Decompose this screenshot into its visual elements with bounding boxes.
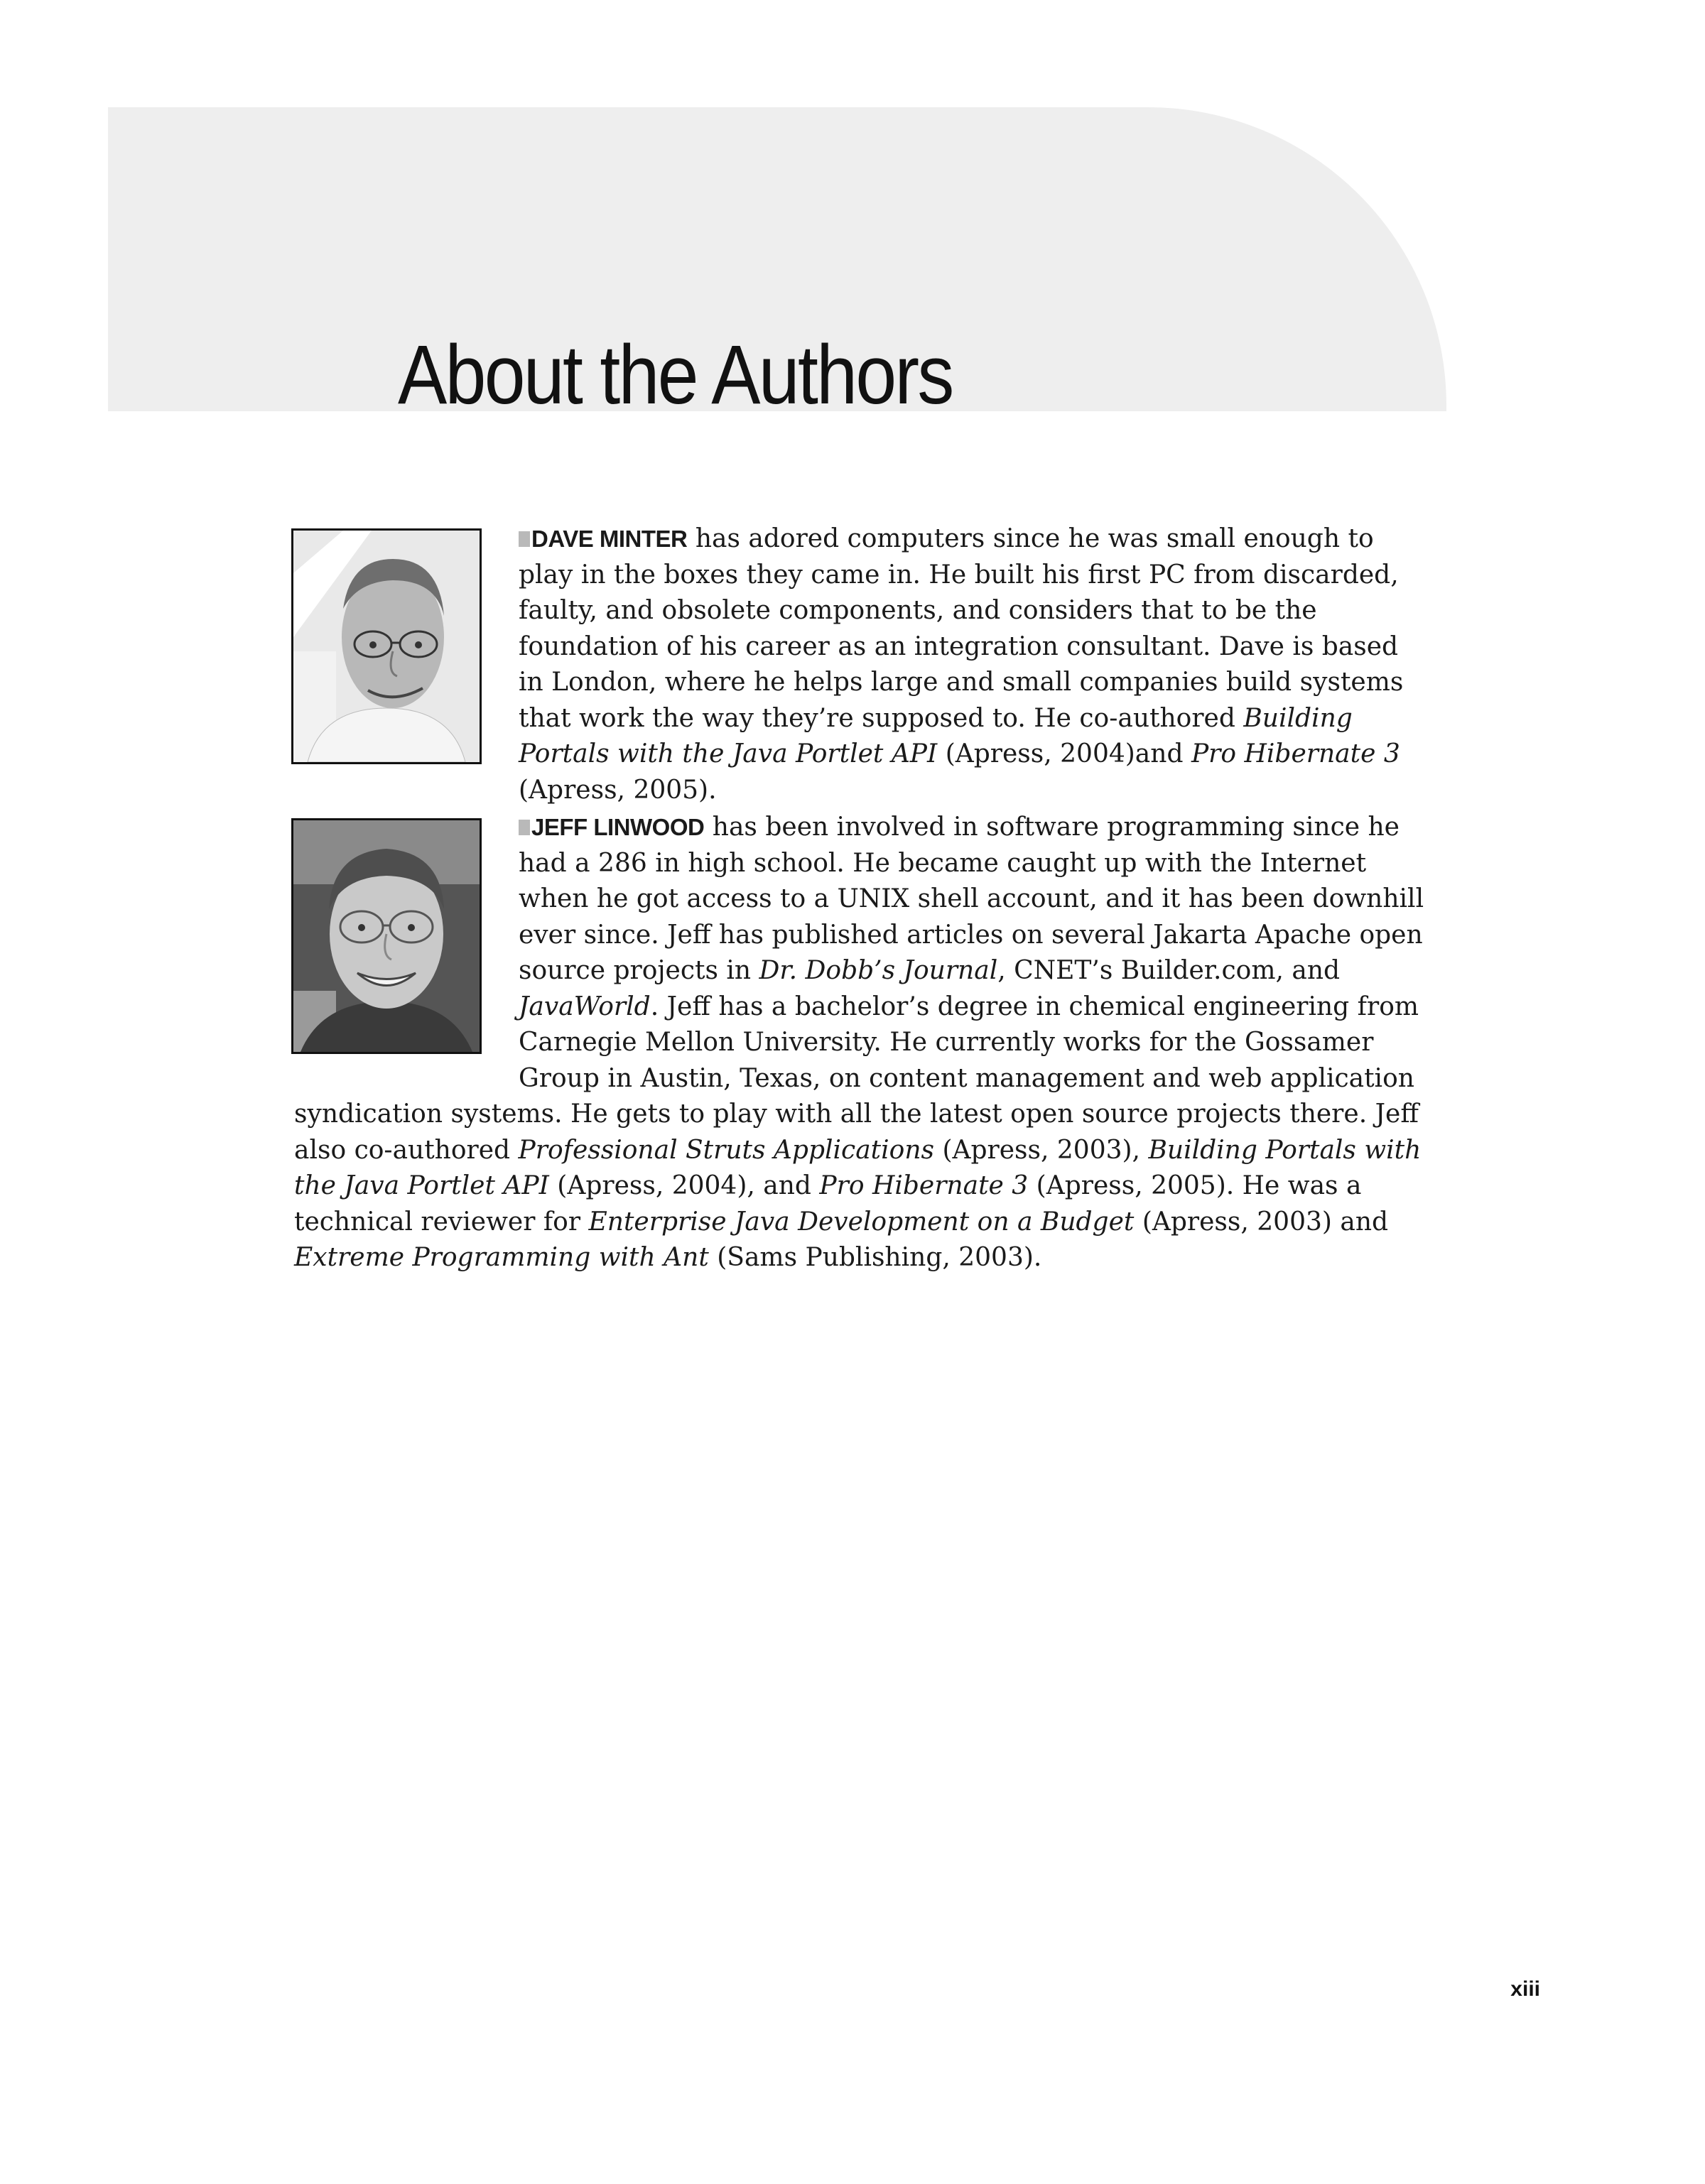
author-name: DAVE MINTER xyxy=(531,526,688,552)
square-bullet-icon xyxy=(519,531,530,547)
photo-wrap-spacer xyxy=(294,521,519,773)
square-bullet-icon xyxy=(519,820,530,835)
author-name: JEFF LINWOOD xyxy=(531,814,705,840)
book-title: Extreme Programming with Ant xyxy=(294,1243,709,1272)
book-title: Enterprise Java Development on a Budget xyxy=(588,1207,1135,1237)
publication-title: Dr. Dobb’s Journal xyxy=(759,956,998,985)
bio-paragraph: JEFF LINWOOD has been involved in software programming since he had a 286 in high school. He became caught up with the Internet when he got access to a UNIX shell account, and it has been downhill ever since. Jeff has published articles on several Jakarta Apache open source projects in Dr. Dobb’s Journal, CNET’s Builder.com, and JavaWorld. Jeff has a bachelor’s degree in chemical engineering from Carnegie Mellon University. He currently works for the Gossamer Group in Austin, Texas, on content management and web application syndication systems. He gets to play with all the latest open source projects there. Jeff also co-authored Professional Struts Applications (Apress, 2003), Building Portals with the Java Portlet API (Apress, 2004), and Pro Hibernate 3 (Apress, 2005). He was a technical reviewer for Enterprise Java Development on a Budget (Apress, 2003) and Extreme Programming with Ant (Sams Publishing, 2003). xyxy=(294,813,1424,1272)
author-bio-dave-minter xyxy=(294,521,1431,808)
chapter-title: About the Authors xyxy=(398,328,953,422)
chapter-header-band xyxy=(108,107,1446,422)
book-title: Pro Hibernate 3 xyxy=(819,1171,1029,1200)
publication-title: JavaWorld xyxy=(519,992,651,1021)
bio-paragraph: DAVE MINTER has adored computers since he was small enough to play in the boxes they came in. He built his first PC from discarded, faulty, and obsolete components, and considers that to be the foundation of his career as an integration consultant. Dave is based in London, where he helps large and small companies build systems that work the way they’re supposed to. He co-authored Building Portals with the Java Portlet API (Apress, 2004)and Pro Hibernate 3 (Apress, 2005). xyxy=(519,524,1404,805)
author-bio-jeff-linwood xyxy=(294,810,1431,1276)
book-title: Building Portals with the Java Portlet API xyxy=(294,1135,1422,1200)
photo-wrap-spacer xyxy=(294,810,519,1061)
book-title: Building Portals with the Java Portlet API xyxy=(519,703,1353,768)
book-title: Professional Struts Applications xyxy=(518,1135,934,1165)
page-number: xiii xyxy=(1510,1977,1540,2001)
book-title: Pro Hibernate 3 xyxy=(1191,739,1400,768)
